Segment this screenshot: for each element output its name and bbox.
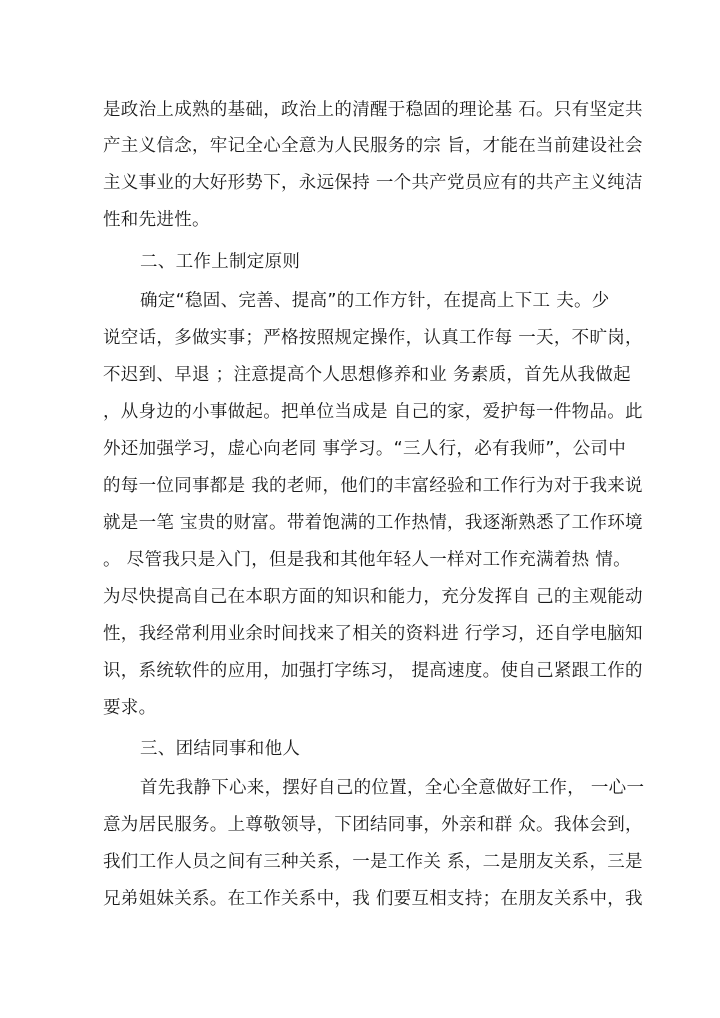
section-heading: 三、团结同事和他人 [140, 739, 301, 759]
section-heading: 二、工作上制定原则 [140, 252, 301, 272]
text-line: 的每一位同事都是 我的老师，他们的丰富经验和工作行为对于我来说 [103, 476, 643, 496]
text-line: 为尽快提高自己在本职方面的知识和能力，充分发挥自 己的主观能动 [103, 587, 643, 607]
text-line: 说空话，多做实事；严格按照规定操作，认真工作每 一天，不旷岗， [103, 328, 643, 348]
text-line: 性，我经常利用业余时间找来了相关的资料进 行学习，还自学电脑知 [103, 624, 643, 644]
text-line: 外还加强学习，虚心向老同 事学习。“三人行，必有我师”，公司中 [103, 439, 626, 459]
text-line: ，从身边的小事做起。把单位当成是 自己的家，爱护每一件物品。此 [103, 402, 643, 422]
text-line: 要求。 [103, 698, 157, 718]
text-line: 我们工作人员之间有三种关系，一是工作关 系，二是朋友关系，三是 [103, 852, 643, 872]
text-line: 产主义信念，牢记全心全意为人民服务的宗 旨，才能在当前建设社会 [103, 136, 643, 156]
text-line: 性和先进性。 [103, 210, 210, 230]
text-line: 意为居民服务。上尊敬领导，下团结同事，外亲和群 众。我体会到， [103, 815, 643, 835]
text-line: 确定“稳固、完善、提高”的工作方针，在提高上下工 夫。少 [140, 291, 610, 311]
text-line: 首先我静下心来，摆好自己的位置，全心全意做好工作， 一心一 [140, 778, 645, 798]
text-line: 是政治上成熟的基础，政治上的清醒于稳固的理论基 石。只有坚定共 [103, 100, 643, 120]
text-line: 主义事业的大好形势下，永远保持 一个共产党员应有的共产主义纯洁 [103, 173, 643, 193]
text-line: 兄弟姐妹关系。在工作关系中，我 们要互相支持；在朋友关系中，我 [103, 889, 643, 909]
text-line: 就是一笔 宝贵的财富。带着饱满的工作热情，我逐渐熟悉了工作环境 [103, 513, 643, 533]
text-line: 识，系统软件的应用，加强打字练习， 提高速度。使自己紧跟工作的 [103, 661, 643, 681]
text-line: 不迟到、早退 ；注意提高个人思想修养和业 务素质，首先从我做起 [103, 365, 631, 385]
text-line: 。 尽管我只是入门，但是我和其他年轻人一样对工作充满着热 情。 [103, 550, 631, 570]
